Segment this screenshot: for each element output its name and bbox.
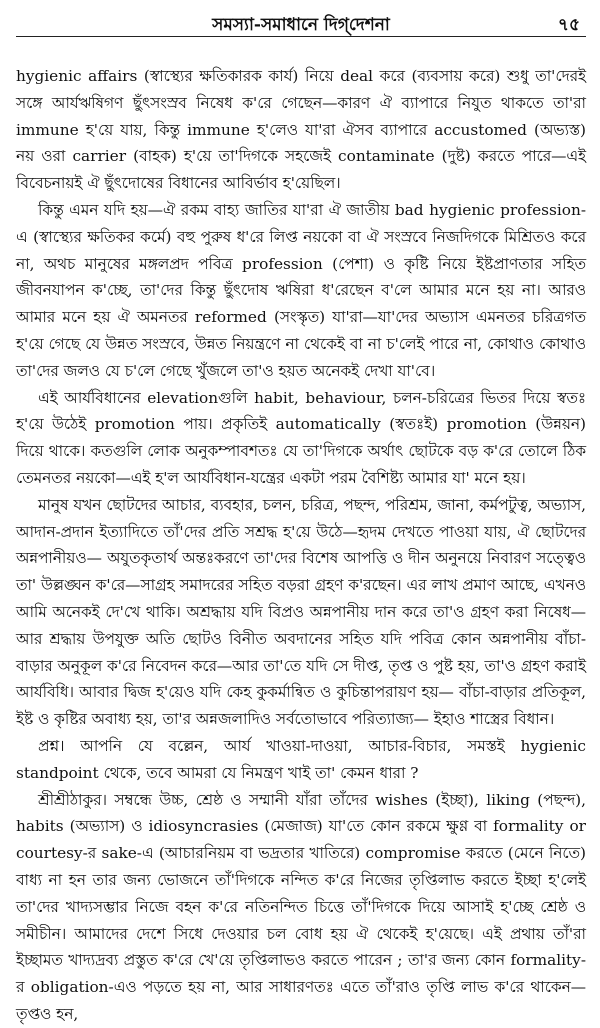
answer-paragraph: শ্রীশ্রীঠাকুর। সম্বন্ধে উচ্চ, শ্রেষ্ঠ ও সম্মানী যাঁরা তাঁদের wishes (ইচ্ছা), liking (পছন্দ), habits (অভ্যাস) ও idiosyncrasies (মেজাজ) যা'তে কোন রকমে ক্ষুণ্ণ বা formality or courtesy-র sake-এ (আচারনিয়ম বা ভদ্রতার খাতিরে) compromise করতে (মেনে নিতে) বাধ্য না হন তার জন্য ভোজনে তাঁ'দিগকে নন্দিত ক'রে নিজের তৃপ্তিলাভ করতে ইচ্ছা হ'লেই তা'দের খাদ্যসম্ভার নিজে বহন ক'রে নতিনন্দিত চিত্তে তাঁ'দিগকে দিয়ে আসাই হ'চ্ছে শ্রেষ্ঠ ও সমীচীন। আমাদের দেশে সিধে দেওয়ার চল বোধ হয় ঐ থেকেই হ'য়েছে। এই প্রথায় তাঁ'রা ইচ্ছামত খাদ্যদ্রব্য প্রস্তুত ক'রে খে'য়ে তৃপ্তিলাভও করতে পারেন ; তা'র জন্য কোন formality-র obligation-এও পড়তে হয় না, আর সাধারণতঃ এতে তাঁ'রাও তৃপ্তি লাভ ক'রে থাকেন—তৃপ্তও হন, xyxy=(16,790,586,1023)
body-text xyxy=(16,63,586,1028)
running-title: সমস্যা-সমাধানে দিগ্‌দেশনা xyxy=(212,15,390,35)
question-paragraph: প্রশ্ন। আপনি যে বল্লেন, আর্য খাওয়া-দাওয়া, আচার-বিচার, সমস্তই hygienic standpoint থেকে, তবে আমরা যে নিমন্ত্রণ খাই তা' কেমন ধারা ? xyxy=(16,736,586,782)
page-number: ৭৫ xyxy=(557,15,580,35)
paragraph-1: hygienic affairs (স্বাস্থ্যের ক্ষতিকারক কার্য) নিয়ে deal করে (ব্যবসায় করে) শুধু তা'দেরই সঙ্গে আর্যঋষিগণ ছুঁৎসংস্রব নিষেধ ক'রে গেছেন—কারণ ঐ ব্যাপারে নিযুত থাকতে তা'রা immune হ'য়ে যায়, কিন্তু immune হ'লেও যা'রা ঐসব ব্যাপারে accustomed (অভ্যস্ত) নয় ওরা carrier (বাহক) হ'য়ে তা'দিগকে সহজেই contaminate (দুষ্ট) করতে পারে—এই বিবেচনায়ই ঐ ছুঁৎদোষের বিধানের আবির্ভাব হ'য়েছিল। xyxy=(16,67,586,193)
paragraph-2: কিন্তু এমন যদি হয়—ঐ রকম বাহ্য জাতির যা'রা ঐ জাতীয় bad hygienic profession-এ (স্বাস্থ্যের ক্ষতিকর কর্মে) বহু পুরুষ ধ'রে লিপ্ত নয়কো বা ঐ সংস্রবে নিজদিগকে মিশ্রিতও করে না, অথচ মানুষের মঙ্গলপ্রদ পবিত্র profession (পেশা) ও কৃষ্টি নিয়ে ইষ্টপ্রাণতার সহিত জীবনযাপন ক'চ্ছে, তা'দের কিন্তু ছুঁৎদোষ ঋষিরা ধ'রেছেন ব'লে আমার মনে হয় না। আরও আমার মনে হয় ঐ অমনতর reformed (সংস্কৃত) যা'রা—যা'দের অভ্যাস এমনতর চরিত্রগত হ'য়ে গেছে যে উন্নত সংস্রবে, উন্নত নিয়ন্ত্রণে না থেকেই বা না চ'লেই পারে না, কোথাও কোথাও তা'দের জলও যে চ'লে গেছে খুঁজলে তা'ও হয়ত অনেকই দেখা যা'বে। xyxy=(16,200,586,380)
paragraph-4: মানুষ যখন ছোটদের আচার, ব্যবহার, চলন, চরিত্র, পছন্দ, পরিশ্রম, জানা, কর্মপটুত্ব, অভ্যাস, আদান-প্রদান ইত্যাদিতে তাঁ'দের প্রতি সশ্রদ্ধ হ'য়ে উঠে—হৃদম দেখতে পাওয়া যায়, ঐ ছোটদের অন্নপানীয়ও— অযুতকৃতার্থ অন্তঃকরণে তা'দের বিশেষ আপত্তি ও দীন অনুনয়ে নিবারণ সত্ত্বেও তা' উল্লঙ্ঘন ক'রে—সাগ্রহ সমাদরের সহিত বড়রা গ্রহণ ক'রছেন। এর লাখ প্রমাণ আছে, এখনও আমি অনেকই দে'খে থাকি। অশ্রদ্ধায় যদি বিপ্রও অন্নপানীয় দান করে তা'ও গ্রহণ করা নিষেধ—আর শ্রদ্ধায় উপযুক্ত অতি ছোটও বিনীত অবদানের সহিত যদি পবিত্র কোন অন্নপানীয় বাঁচা-বাড়ার অনুকূল ক'রে নিবেদন করে—আর তা'তে যদি সে দীপ্ত, তৃপ্ত ও পুষ্ট হয়, তা'ও গ্রহণ করাই আর্যবিধি। আবার দ্বিজ হ'য়েও যদি কেহ কুকর্মান্বিত ও কুচিন্তাপরায়ণ হয়— বাঁচা-বাড়ার প্রতিকূল, ইষ্ট ও কৃষ্টির অবাধ্য হয়, তা'র অন্নজলাদিও সর্বতোভাবে পরিত্যাজ্য— ইহাও শাস্ত্রের বিধান। xyxy=(16,495,586,729)
page-header xyxy=(16,6,586,37)
paragraph-3: এই আর্যবিধানের elevationগুলি habit, behaviour, চলন-চরিত্রের ভিতর দিয়ে স্বতঃ হ'য়ে উঠেই promotion পায়। প্রকৃতিই automatically (স্বতঃই) promotion (উন্নয়ন) দিয়ে থাকে। কতগুলি লোক অনুকম্পাবশতঃ যে তা'দিগকে অর্থাৎ ছোটকে বড় ক'রে তোলে ঠিক তেমনতর নয়কো—এই হ'ল আর্যবিধান-যন্ত্রের একটা পরম বৈশিষ্ট্য আমার যা' মনে হয়। xyxy=(16,388,586,487)
